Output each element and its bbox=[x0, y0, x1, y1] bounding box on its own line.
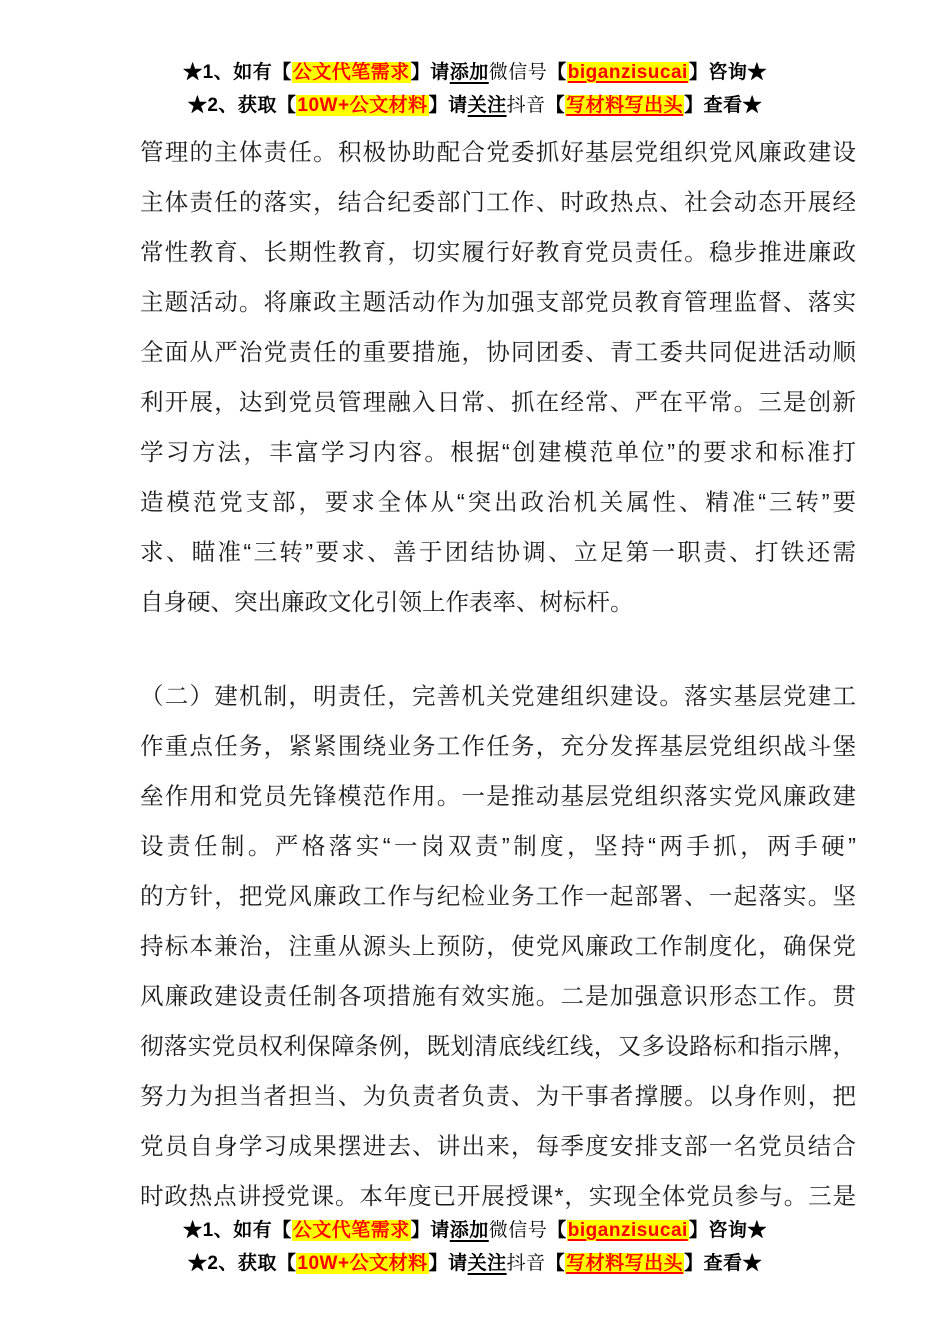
promo-text-segment: ★2、获取【 bbox=[187, 1253, 297, 1274]
text-line: 主体责任的落实，结合纪委部门工作、时政热点、社会动态开展经 bbox=[140, 189, 856, 215]
promo-text-segment: 】请 bbox=[410, 62, 450, 83]
promo-footer bbox=[0, 1214, 950, 1280]
promo-text-segment: 】咨询★ bbox=[688, 1220, 767, 1241]
text-line: 风廉政建设责任制各项措施有效实施。二是加强意识形态工作。贯 bbox=[140, 983, 856, 1009]
promo-text-segment: ★2、获取【 bbox=[187, 95, 297, 116]
text-line: 利开展，达到党员管理融入日常、抓在经常、严在平常。三是创新 bbox=[140, 389, 856, 415]
promo-text-segment: 10W+公文材料 bbox=[297, 1253, 428, 1274]
text-line: 造模范党支部，要求全体从“突出政治机关属性、精准“三转”要 bbox=[140, 489, 856, 515]
text-line: 常性教育、长期性教育，切实履行好教育党员责任。稳步推进廉政 bbox=[140, 239, 856, 265]
text-line: 作重点任务，紧紧围绕业务工作任务，充分发挥基层党组织战斗堡 bbox=[140, 733, 856, 759]
text-line: 的方针，把党风廉政工作与纪检业务工作一起部署、一起落实。坚 bbox=[140, 883, 856, 909]
promo-text-segment: 关注 bbox=[467, 95, 507, 116]
text-line: 持标本兼治，注重从源头上预防，使党风廉政工作制度化，确保党 bbox=[140, 933, 856, 959]
promo-text-segment: 10W+公文材料 bbox=[297, 95, 428, 116]
text-line: 学习方法，丰富学习内容。根据“创建模范单位”的要求和标准打 bbox=[140, 439, 856, 465]
promo-text-segment: 公文代笔需求 bbox=[292, 62, 410, 83]
document-body bbox=[140, 127, 856, 1221]
text-line: 党员自身学习成果摆进去、讲出来，每季度安排支部一名党员结合 bbox=[140, 1133, 856, 1159]
promo-text-segment: ★1、如有【 bbox=[183, 62, 292, 83]
text-line: 设责任制。严格落实“一岗双责”制度，坚持“两手抓，两手硬” bbox=[140, 833, 856, 859]
text-line: 努力为担当者担当、为负责者负责、为干事者撑腰。以身作则，把 bbox=[140, 1083, 856, 1109]
promo-line-2 bbox=[0, 89, 950, 122]
promo-text-segment: 公文代笔需求 bbox=[292, 1220, 410, 1241]
promo-text-segment: 】请 bbox=[428, 1253, 468, 1274]
promo-text-segment: 】查看★ bbox=[684, 1253, 763, 1274]
text-line: 管理的主体责任。积极协助配合党委抓好基层党组织党风廉政建设 bbox=[140, 139, 856, 165]
text-line: 垒作用和党员先锋模范作用。一是推动基层党组织落实党风廉政建 bbox=[140, 783, 856, 809]
text-line: 全面从严治党责任的重要措施，协同团委、青工委共同促进活动顺 bbox=[140, 339, 856, 365]
promo-text-segment: biganzisucai bbox=[567, 1220, 688, 1241]
promo-text-segment: 添加 bbox=[449, 1220, 489, 1241]
promo-text-segment: 【 bbox=[545, 95, 566, 116]
text-line: 自身硬、突出廉政文化引领上作表率、树标杆。 bbox=[140, 589, 634, 615]
text-line: 求、瞄准“三转”要求、善于团结协调、立足第一职责、打铁还需 bbox=[140, 539, 856, 565]
promo-text-segment: ★1、如有【 bbox=[183, 1220, 292, 1241]
promo-text-segment: 微信号 bbox=[488, 62, 548, 83]
promo-text-segment: 抖音 bbox=[506, 1253, 546, 1274]
text-line: 主题活动。将廉政主题活动作为加强支部党员教育管理监督、落实 bbox=[140, 289, 856, 315]
text-line: 时政热点讲授党课。本年度已开展授课*，实现全体党员参与。三是 bbox=[140, 1183, 856, 1209]
text-line: 彻落实党员权利保障条例，既划清底线红线，又多设路标和指示牌， bbox=[140, 1033, 856, 1059]
promo-text-segment: 】请 bbox=[428, 95, 468, 116]
promo-line-2 bbox=[0, 1247, 950, 1280]
promo-text-segment: 】查看★ bbox=[684, 95, 763, 116]
promo-text-segment: biganzisucai bbox=[567, 62, 688, 83]
promo-text-segment: 【 bbox=[547, 62, 567, 83]
promo-text-segment: 【 bbox=[547, 1220, 567, 1241]
promo-text-segment: 写材料写出头 bbox=[566, 95, 684, 116]
promo-line-1 bbox=[0, 1214, 950, 1247]
paragraph-2 bbox=[140, 671, 856, 1221]
promo-text-segment: 【 bbox=[545, 1253, 566, 1274]
text-line: （二）建机制，明责任，完善机关党建组织建设。落实基层党建工 bbox=[140, 683, 856, 709]
promo-text-segment: 写材料写出头 bbox=[566, 1253, 684, 1274]
paragraph-1 bbox=[140, 127, 856, 627]
promo-text-segment: 】请 bbox=[410, 1220, 450, 1241]
promo-line-1 bbox=[0, 56, 950, 89]
promo-header bbox=[0, 56, 950, 122]
promo-text-segment: 关注 bbox=[467, 1253, 507, 1274]
promo-text-segment: 微信号 bbox=[488, 1220, 548, 1241]
promo-text-segment: 】咨询★ bbox=[688, 62, 767, 83]
promo-text-segment: 添加 bbox=[449, 62, 489, 83]
promo-text-segment: 抖音 bbox=[506, 95, 546, 116]
